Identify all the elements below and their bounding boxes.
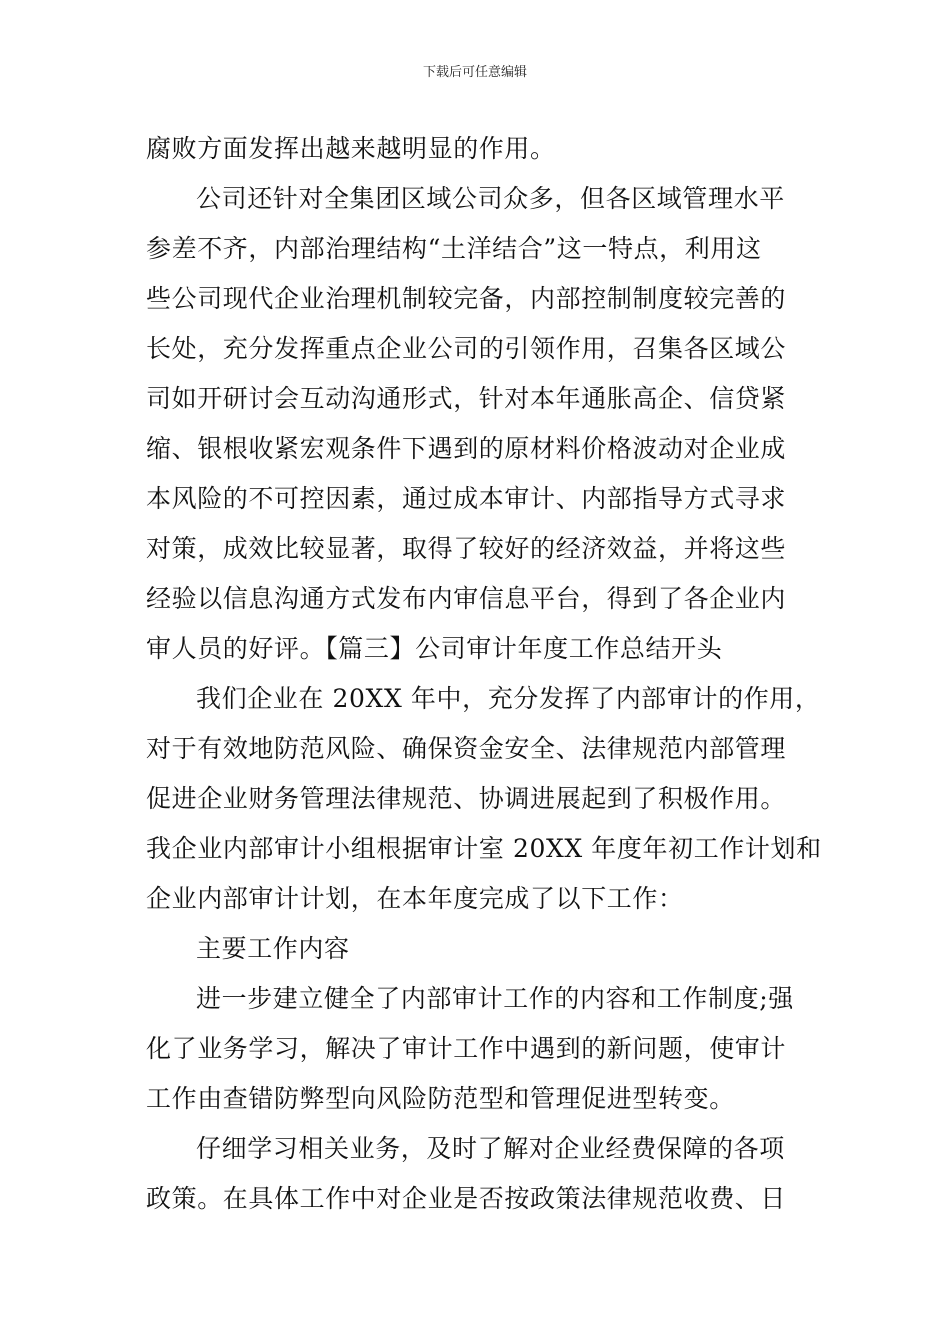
text-line: 些公司现代企业治理机制较完备，内部控制制度较完善的	[146, 284, 787, 313]
text-line: 企业内部审计计划，在本年度完成了以下工作：	[146, 884, 684, 913]
text-line: 进一步建立健全了内部审计工作的内容和工作制度;强	[196, 984, 794, 1013]
text-line: 对策，成效比较显著，取得了较好的经济效益，并将这些	[146, 534, 787, 563]
text-line: 对于有效地防范风险、确保资金安全、法律规范内部管理	[146, 734, 787, 763]
text-line: 司如开研讨会互动沟通形式，针对本年通胀高企、信贷紧	[146, 384, 787, 413]
section-heading: 主要工作内容	[196, 934, 350, 963]
text-line: 促进企业财务管理法律规范、协调进展起到了积极作用。	[146, 784, 787, 813]
text-line: 仔细学习相关业务，及时了解对企业经费保障的各项	[196, 1134, 785, 1163]
text-line: 本风险的不可控因素，通过成本审计、内部指导方式寻求	[146, 484, 787, 513]
text-line: 我企业内部审计小组根据审计室 20XX 年度年初工作计划和	[146, 834, 822, 863]
page-header: 下载后可任意编辑	[422, 65, 527, 80]
text-line: 政策。在具体工作中对企业是否按政策法律规范收费、日	[146, 1184, 787, 1213]
text-line: 长处，充分发挥重点企业公司的引领作用，召集各区域公	[146, 334, 787, 363]
text-line: 我们企业在 20XX 年中，充分发挥了内部审计的作用，	[196, 684, 821, 713]
text-line: 工作由查错防弊型向风险防范型和管理促进型转变。	[146, 1084, 735, 1113]
text-line: 化了业务学习，解决了审计工作中遇到的新问题，使审计	[146, 1034, 787, 1063]
text-line: 参差不齐，内部治理结构“土洋结合”这一特点，利用这	[146, 234, 762, 263]
text-line: 腐败方面发挥出越来越明显的作用。	[146, 134, 556, 163]
text-line: 缩、银根收紧宏观条件下遇到的原材料价格波动对企业成	[146, 434, 787, 463]
text-line: 审人员的好评。【篇三】公司审计年度工作总结开头	[146, 634, 723, 663]
text-line: 公司还针对全集团区域公司众多，但各区域管理水平	[196, 184, 785, 213]
text-line: 经验以信息沟通方式发布内审信息平台，得到了各企业内	[146, 584, 787, 613]
